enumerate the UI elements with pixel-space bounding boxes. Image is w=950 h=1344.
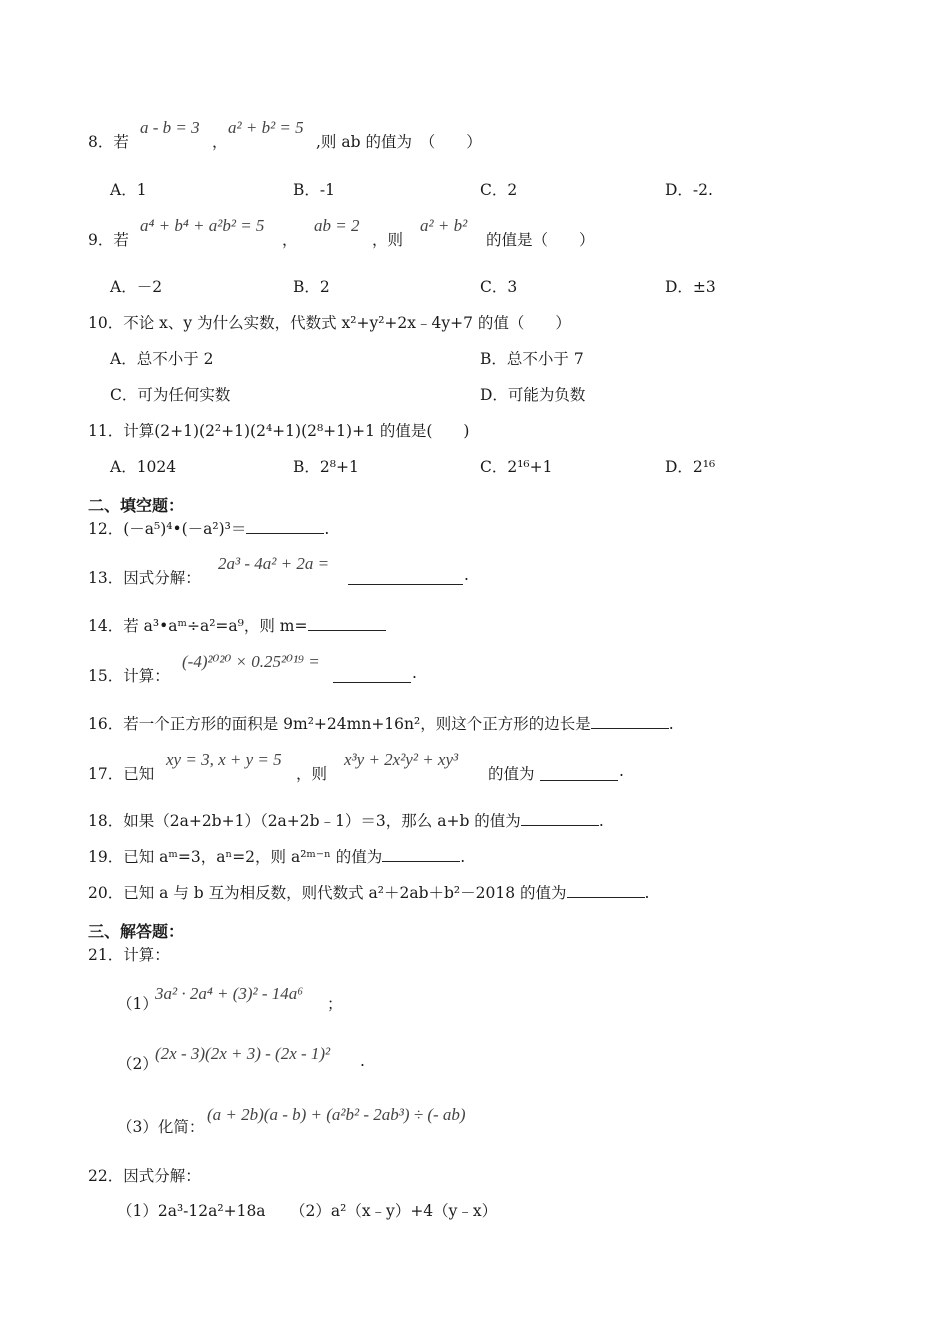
q10-option-b[interactable]: B．总不小于 7: [480, 350, 584, 368]
q9-option-a[interactable]: A．－2: [110, 278, 163, 296]
q17-text: 17．已知: [88, 765, 155, 783]
q14-text: 14．若 a³•aᵐ÷a²=a⁹，则 m=: [88, 617, 308, 635]
q21-p1-end: ；: [327, 995, 343, 1013]
q21-p2-end: .: [360, 1052, 365, 1070]
q19-text: 19．已知 aᵐ=3，aⁿ=2，则 a²ᵐ⁻ⁿ 的值为: [88, 848, 383, 866]
q21-p3-expr: (a + 2b)(a - b) + (a²b² - 2ab³) ÷ (- ab): [207, 1105, 466, 1124]
section-fill-in-heading: 二、填空题：: [88, 496, 185, 515]
q13-end: .: [464, 566, 469, 584]
q21-part-2: [117, 1042, 517, 1082]
q21-p2-label: （2）: [117, 1055, 158, 1073]
q16-text: 16．若一个正方形的面积是 9m²+24mn+16n²，则这个正方形的边长是: [88, 715, 591, 733]
q17-expr-2: x³y + 2x²y² + xy³: [344, 750, 459, 769]
q17-mid: ，则: [296, 765, 328, 783]
question-16: [88, 712, 674, 734]
q10-option-d[interactable]: D．可能为负数: [480, 386, 586, 404]
q18-text: 18．如果（2a+2b+1）（2a+2b﹣1）＝3，那么 a+b 的值为: [88, 812, 521, 830]
q13-expr: 2a³ - 4a² + 2a =: [218, 554, 330, 573]
question-9: [88, 214, 848, 254]
q16-end: .: [668, 715, 674, 733]
question-13: [88, 552, 588, 592]
q18-answer-blank[interactable]: [521, 809, 599, 826]
q8-comma: ，: [212, 133, 228, 151]
q21-p1-expr: 3a² · 2a⁴ + (3)² - 14a⁶: [155, 984, 304, 1003]
q9-expr-2: ab = 2: [314, 216, 360, 235]
q17-expr-1: xy = 3, x + y = 5: [166, 750, 282, 769]
q8-option-c[interactable]: C．2: [480, 181, 518, 199]
q20-end: .: [644, 884, 650, 902]
question-21: 21．计算：: [88, 946, 170, 964]
q15-text: 15．计算：: [88, 667, 170, 685]
question-18: [88, 809, 604, 831]
section-solve-heading: 三、解答题：: [88, 922, 185, 941]
question-15: [88, 650, 588, 690]
question-14: [88, 614, 386, 636]
q8-expr-2: a² + b² = 5: [228, 118, 304, 137]
q17-answer-blank[interactable]: [540, 764, 618, 781]
q8-option-d[interactable]: D．-2.: [665, 181, 713, 199]
q8-number: 8．若: [88, 133, 129, 151]
q17-tail: 的值为: [488, 765, 535, 783]
q21-p2-expr: (2x - 3)(2x + 3) - (2x - 1)²: [155, 1044, 331, 1063]
q11-option-c[interactable]: C．2¹⁶+1: [480, 458, 553, 476]
q8-option-a[interactable]: A．1: [110, 181, 147, 199]
q15-expr: (-4)²⁰²⁰ × 0.25²⁰¹⁹ =: [182, 652, 320, 671]
q19-answer-blank[interactable]: [382, 845, 460, 862]
q13-answer-blank[interactable]: [348, 568, 463, 585]
q15-answer-blank[interactable]: [333, 666, 411, 683]
q20-text: 20．已知 a 与 b 互为相反数，则代数式 a²＋2ab＋b²－2018 的值为: [88, 884, 567, 902]
q21-p1-label: （1）: [117, 995, 158, 1013]
q11-option-a[interactable]: A．1024: [110, 458, 177, 476]
q19-end: .: [460, 848, 466, 866]
question-17: [88, 748, 688, 788]
q9-option-d[interactable]: D．±3: [665, 278, 716, 296]
q9-option-b[interactable]: B．2: [293, 278, 330, 296]
q9-expr-1: a⁴ + b⁴ + a²b² = 5: [140, 216, 265, 235]
q14-answer-blank[interactable]: [308, 614, 386, 631]
q16-answer-blank[interactable]: [591, 712, 669, 729]
q21-p3-label: （3）化简：: [117, 1118, 205, 1136]
q22-part-1: （1）2a³-12a²+18a: [117, 1202, 266, 1220]
q21-part-1: [117, 982, 517, 1022]
question-19: [88, 845, 465, 867]
q8-expr-1: a - b = 3: [140, 118, 200, 137]
q9-expr-3: a² + b²: [420, 216, 468, 235]
q17-end: .: [619, 762, 624, 780]
q9-option-c[interactable]: C．3: [480, 278, 518, 296]
q12-answer-blank[interactable]: [246, 517, 324, 534]
q8-tail: ,则 ab 的值为 （ ）: [316, 133, 482, 151]
q10-option-c[interactable]: C．可为任何实数: [110, 386, 231, 404]
q11-option-d[interactable]: D．2¹⁶: [665, 458, 716, 476]
q9-tail: 的值是（ ）: [486, 231, 595, 249]
question-20: [88, 881, 649, 903]
question-22: 22．因式分解：: [88, 1167, 201, 1185]
q10-option-a[interactable]: A．总不小于 2: [110, 350, 214, 368]
q12-text: 12．(－a⁵)⁴•(－a²)³＝: [88, 520, 247, 538]
q22-part-2: （2）a²（x﹣y）+4（y﹣x）: [290, 1202, 498, 1220]
q12-end: .: [324, 520, 330, 538]
q21-part-3: [117, 1103, 617, 1143]
q9-comma: ，: [282, 231, 298, 249]
q11-option-b[interactable]: B．2⁸+1: [293, 458, 359, 476]
q13-text: 13．因式分解：: [88, 569, 201, 587]
question-11: 11．计算(2+1)(2²+1)(2⁴+1)(2⁸+1)+1 的值是( ): [88, 422, 470, 440]
q9-mid: ，则: [372, 231, 404, 249]
q20-answer-blank[interactable]: [567, 881, 645, 898]
q18-end: .: [598, 812, 604, 830]
question-10: 10．不论 x、y 为什么实数，代数式 x²+y²+2x﹣4y+7 的值（ ）: [88, 314, 571, 332]
question-8: [88, 118, 848, 158]
q9-number: 9．若: [88, 231, 129, 249]
question-12: [88, 517, 329, 539]
q15-end: .: [412, 664, 417, 682]
q8-option-b[interactable]: B．-1: [293, 181, 335, 199]
